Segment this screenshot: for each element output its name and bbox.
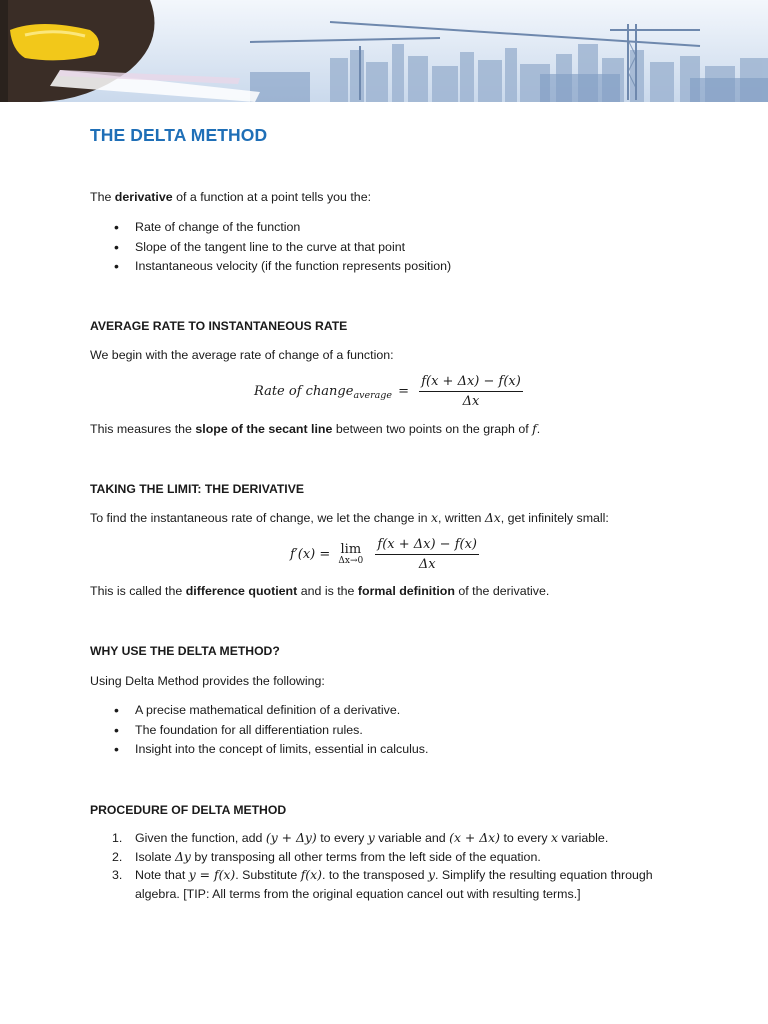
list-item: • The foundation for all differentiation rules. <box>90 722 700 742</box>
section-heading-why-delta: WHY USE THE DELTA METHOD? <box>90 644 280 658</box>
procedure-step-1: 1. Given the function, add (y + Δy) to every y variable and (x + Δx) to every x variable. <box>112 830 609 845</box>
page-title: THE DELTA METHOD <box>90 125 268 145</box>
list-item: • Rate of change of the function <box>90 219 700 239</box>
intro-bullet-list <box>90 219 700 278</box>
derivative-limit-equation: f′(x) = lim Δx→0 $\frac{f(x + \Delta x) - f(x)}{\Delta x}$ <box>290 537 477 572</box>
list-item: • Slope of the tangent line to the curve at that point <box>90 239 700 259</box>
limit-fraction: $\frac{f(x + \Delta x) - f(x)}{\Delta x}$ <box>377 537 477 572</box>
intro-paragraph: The derivative of a function at a point tells you the: <box>90 190 372 204</box>
list-item: • A precise mathematical definition of a derivative. <box>90 702 700 722</box>
list-item: • Insight into the concept of limits, essential in calculus. <box>90 741 700 761</box>
procedure-steps-list <box>90 829 690 903</box>
section-heading-average-rate: AVERAGE RATE TO INSTANTANEOUS RATE <box>90 319 348 333</box>
list-item: • Instantaneous velocity (if the function represents position) <box>90 258 700 278</box>
average-rate-equation: Rate of change$_{average}$ = $\frac{f(x + \Delta x) - f(x)}{\Delta x}$ <box>254 374 521 409</box>
section1-secant-paragraph: This measures the slope of the secant line between two points on the graph of f. <box>90 421 541 436</box>
procedure-step-3: 3. Note that y = f(x). Substitute f(x). to the transposed y. Simplify the resulting equation through algebra. [TIP: All terms from the original equation cancel out with resulting terms.] <box>112 867 653 901</box>
emphasis-derivative: derivative <box>114 190 173 204</box>
construction-banner-illustration <box>0 0 768 102</box>
section-heading-taking-limit: TAKING THE LIMIT: THE DERIVATIVE <box>90 482 304 496</box>
limit-operator: lim Δx→0 <box>338 542 364 566</box>
section-heading-procedure: PROCEDURE OF DELTA METHOD <box>90 803 287 817</box>
section2-lead: To find the instantaneous rate of change, we let the change in x, written Δx, get infinitely small: <box>90 510 609 525</box>
section2-definition-paragraph: This is called the difference quotient and is the formal definition of the derivative. <box>90 584 550 598</box>
difference-quotient-fraction: $\frac{f(x + \Delta x) - f(x)}{\Delta x}$ <box>421 374 521 409</box>
benefits-bullet-list <box>90 702 700 761</box>
header-banner-image <box>0 0 768 102</box>
section3-lead: Using Delta Method provides the following: <box>90 674 325 688</box>
procedure-step-2: 2. Isolate Δy by transposing all other terms from the left side of the equation. <box>112 848 541 864</box>
section1-lead: We begin with the average rate of change of a function: <box>90 348 394 362</box>
